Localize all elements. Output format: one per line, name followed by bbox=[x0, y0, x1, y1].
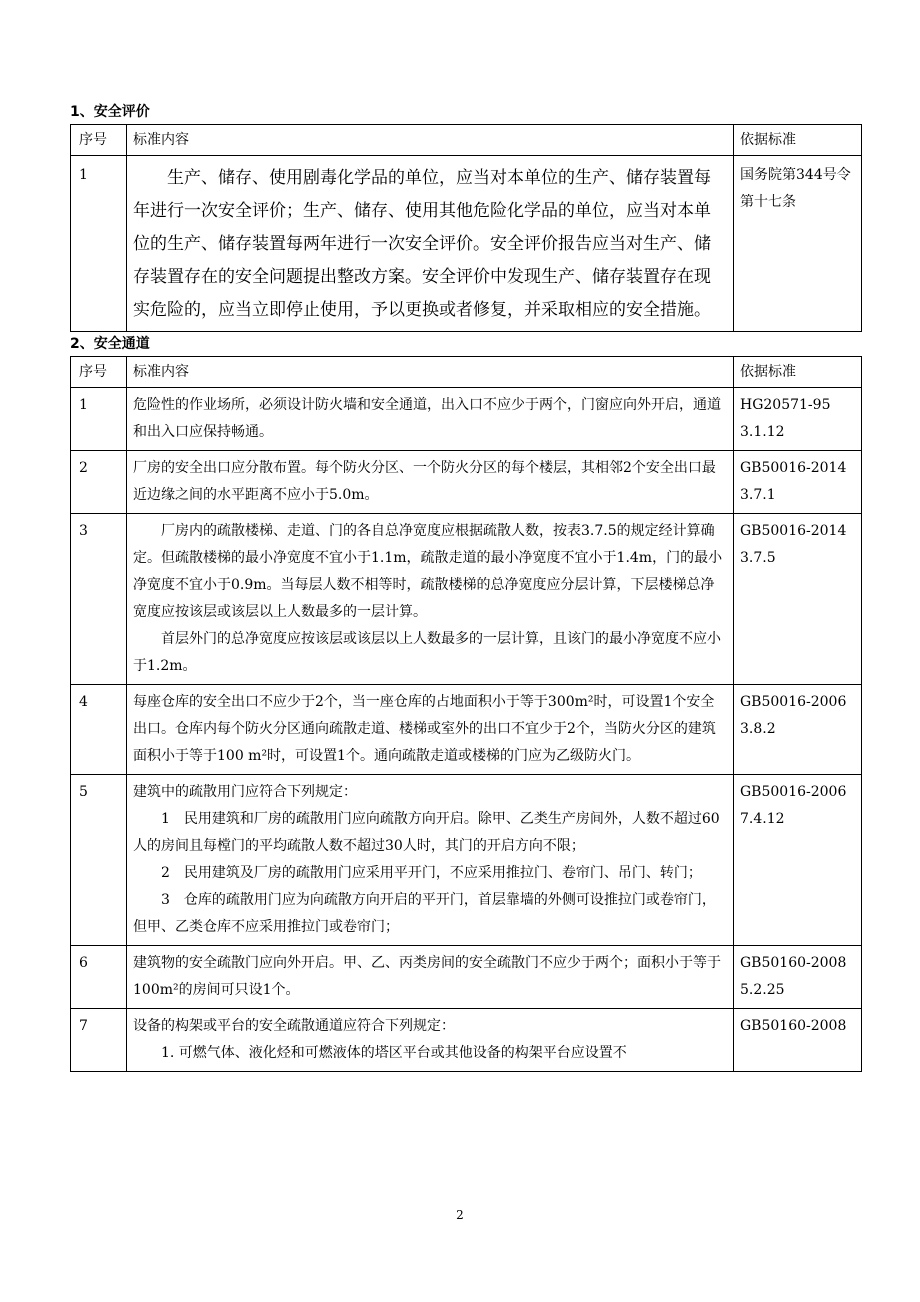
row-content bbox=[127, 156, 734, 332]
ref-line: GB50016-2014 bbox=[740, 523, 847, 539]
row-content bbox=[127, 946, 734, 1009]
section-title-safety-evaluation: 1、安全评价 bbox=[70, 104, 150, 120]
row-paragraph: 1 民用建筑和厂房的疏散用门应向疏散方向开启。除甲、乙类生产房间外，人数不超过60人的房间且每樘门的平均疏散人数不超过30人时，其门的开启方向不限； bbox=[133, 811, 720, 854]
header-content: 标准内容 bbox=[127, 125, 734, 156]
table-row bbox=[71, 514, 862, 685]
row-paragraph: 3 仓库的疏散用门应为向疏散方向开启的平开门，首层靠墙的外侧可设推拉门或卷帘门，但甲、乙类仓库不应采用推拉门或卷帘门； bbox=[133, 892, 716, 935]
table-header-row bbox=[71, 357, 862, 388]
row-ref bbox=[734, 685, 862, 775]
ref-line: GB50160-2008 bbox=[740, 955, 847, 971]
header-ref: 依据标准 bbox=[734, 357, 862, 388]
table-row bbox=[71, 451, 862, 514]
section-title-safety-passage: 2、安全通道 bbox=[70, 336, 150, 352]
row-content bbox=[127, 1009, 734, 1072]
row-paragraph: 建筑物的安全疏散门应向外开启。甲、乙、丙类房间的安全疏散门不应少于两个；面积小于等于100m²的房间可只设1个。 bbox=[133, 955, 721, 998]
ref-line: 3.8.2 bbox=[740, 721, 776, 737]
table-row bbox=[71, 775, 862, 946]
row-no: 3 bbox=[71, 514, 127, 685]
row-ref bbox=[734, 451, 862, 514]
ref-line: 3.7.5 bbox=[740, 550, 776, 566]
row-paragraph: 2 民用建筑及厂房的疏散用门应采用平开门，不应采用推拉门、卷帘门、吊门、转门； bbox=[161, 865, 702, 881]
document-page bbox=[70, 0, 850, 1072]
table-row bbox=[71, 388, 862, 451]
row-ref bbox=[734, 1009, 862, 1072]
row-paragraph: 每座仓库的安全出口不应少于2个，当一座仓库的占地面积小于等于300m²时，可设置1个安全出口。仓库内每个防火分区通向疏散走道、楼梯或室外的出口不宜少于2个，当防火分区的建筑面积小于等于100 m²时，可设置1个。通向疏散走道或楼梯的门应为乙级防火门。 bbox=[133, 694, 716, 764]
row-paragraph: 厂房的安全出口应分散布置。每个防火分区、一个防火分区的每个楼层，其相邻2个安全出口最近边缘之间的水平距离不应小于5.0m。 bbox=[133, 460, 716, 503]
row-paragraph: 首层外门的总净宽度应按该层或该层以上人数最多的一层计算，且该门的最小净宽度不应小于1.2m。 bbox=[133, 631, 721, 674]
ref-line: 5.2.25 bbox=[740, 982, 785, 998]
row-paragraph: 危险性的作业场所，必须设计防火墙和安全通道，出入口不应少于两个，门窗应向外开启，通道和出入口应保持畅通。 bbox=[133, 397, 721, 440]
row-content bbox=[127, 685, 734, 775]
table-row bbox=[71, 1009, 862, 1072]
row-content bbox=[127, 775, 734, 946]
table-row bbox=[71, 685, 862, 775]
ref-line: 国务院第344号令 bbox=[740, 167, 851, 183]
row-no: 2 bbox=[71, 451, 127, 514]
header-ref: 依据标准 bbox=[734, 125, 862, 156]
ref-line: GB50016-2006 bbox=[740, 694, 847, 710]
row-ref bbox=[734, 156, 862, 332]
row-paragraph: 设备的构架或平台的安全疏散通道应符合下列规定： bbox=[133, 1018, 455, 1034]
ref-line: 3.1.12 bbox=[740, 424, 785, 440]
ref-line: GB50016-2006 bbox=[740, 784, 847, 800]
ref-line: 3.7.1 bbox=[740, 487, 776, 503]
row-ref bbox=[734, 388, 862, 451]
safety-evaluation-table bbox=[70, 124, 862, 332]
row-no: 1 bbox=[71, 156, 127, 332]
safety-passage-table bbox=[70, 356, 862, 1072]
row-paragraph: 生产、储存、使用剧毒化学品的单位，应当对本单位的生产、储存装置每年进行一次安全评价；生产、储存、使用其他危险化学品的单位，应当对本单位的生产、储存装置每两年进行一次安全评价。安全评价报告应当对生产、储存装置存在的安全问题提出整改方案。安全评价中发现生产、储存装置存在现实危险的，应当立即停止使用，予以更换或者修复，并采取相应的安全措施。 bbox=[133, 168, 711, 320]
row-paragraph: 厂房内的疏散楼梯、走道、门的各自总净宽度应根据疏散人数，按表3.7.5的规定经计算确定。但疏散楼梯的最小净宽度不宜小于1.1m，疏散走道的最小净宽度不宜小于1.4m，门的最小净宽度不宜小于0.9m。当每层人数不相等时，疏散楼梯的总净宽度应分层计算，下层楼梯总净宽度应按该层或该层以上人数最多的一层计算。 bbox=[133, 523, 723, 620]
row-no: 6 bbox=[71, 946, 127, 1009]
row-paragraph: 建筑中的疏散用门应符合下列规定： bbox=[133, 784, 357, 800]
row-paragraph: 1. 可燃气体、液化烃和可燃液体的塔区平台或其他设备的构架平台应设置不 bbox=[161, 1045, 627, 1061]
row-content bbox=[127, 451, 734, 514]
row-ref bbox=[734, 775, 862, 946]
table-row bbox=[71, 156, 862, 332]
header-content: 标准内容 bbox=[127, 357, 734, 388]
table-row bbox=[71, 946, 862, 1009]
page-number: 2 bbox=[456, 1208, 464, 1222]
ref-line: 第十七条 bbox=[740, 194, 796, 210]
row-no: 7 bbox=[71, 1009, 127, 1072]
ref-line: GB50016-2014 bbox=[740, 460, 847, 476]
row-ref bbox=[734, 946, 862, 1009]
row-no: 5 bbox=[71, 775, 127, 946]
table-header-row bbox=[71, 125, 862, 156]
row-content bbox=[127, 514, 734, 685]
ref-line: GB50160-2008 bbox=[740, 1018, 847, 1034]
row-ref bbox=[734, 514, 862, 685]
row-content bbox=[127, 388, 734, 451]
header-no: 序号 bbox=[71, 357, 127, 388]
row-no: 4 bbox=[71, 685, 127, 775]
ref-line: HG20571-95 bbox=[740, 397, 831, 413]
ref-line: 7.4.12 bbox=[740, 811, 785, 827]
row-no: 1 bbox=[71, 388, 127, 451]
header-no: 序号 bbox=[71, 125, 127, 156]
